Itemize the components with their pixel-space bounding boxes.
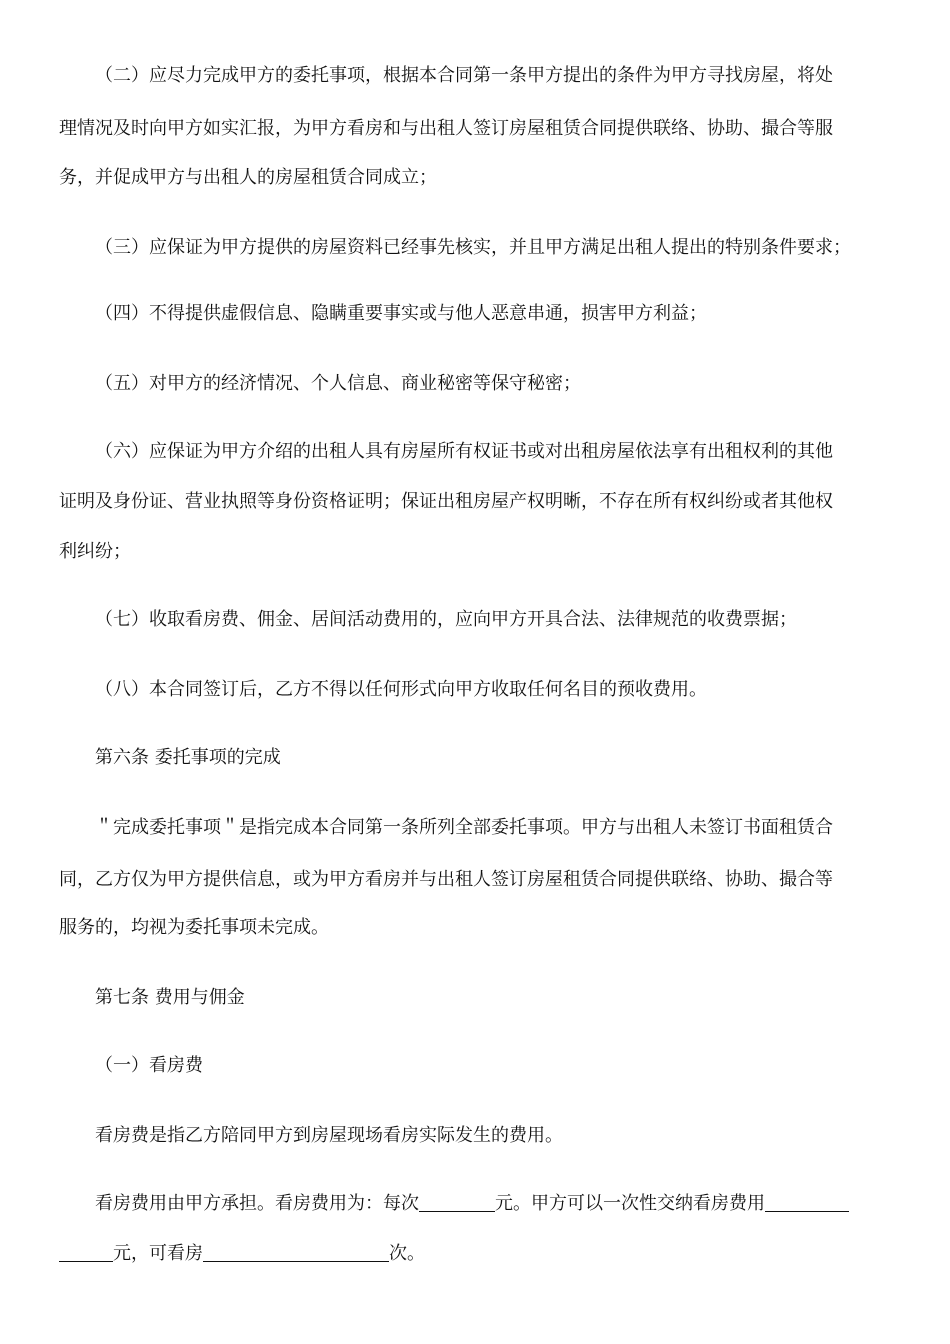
fee-per-visit-blank: [419, 1193, 495, 1212]
article-7-heading: 第七条 费用与佣金: [95, 987, 245, 1008]
lump-sum-fee-blank: [765, 1193, 849, 1212]
clause-4: （四）不得提供虚假信息、隐瞒重要事实或与他人恶意串通，损害甲方利益；: [95, 303, 707, 324]
text-segment: 次。: [389, 1243, 425, 1264]
clause-8: （八）本合同签订后，乙方不得以任何形式向甲方收取任何名目的预收费用。: [95, 679, 707, 700]
clause-2-line-3: 务，并促成甲方与出租人的房屋租赁合同成立；: [59, 167, 437, 188]
text-segment: 看房费用由甲方承担。看房费用为：每次: [95, 1193, 419, 1214]
clause-6-line-1: （六）应保证为甲方介绍的出租人具有房屋所有权证书或对出租房屋依法享有出租权利的其他: [95, 441, 833, 462]
clause-5: （五）对甲方的经济情况、个人信息、商业秘密等保守秘密；: [95, 373, 581, 394]
text-segment: 元。甲方可以一次性交纳看房费用: [495, 1193, 765, 1214]
article-7-paragraph-3: [59, 1242, 899, 1266]
clause-6-line-2: 证明及身份证、营业执照等身份资格证明；保证出租房屋产权明晰，不存在所有权纠纷或者其他权: [59, 491, 833, 512]
text-segment: 元，可看房: [113, 1243, 203, 1264]
clause-7: （七）收取看房费、佣金、居间活动费用的，应向甲方开具合法、法律规范的收费票据；: [95, 609, 797, 630]
clause-2-line-2: 理情况及时向甲方如实汇报，为甲方看房和与出租人签订房屋租赁合同提供联络、协助、撮合等服: [59, 118, 833, 139]
article-6-line-1: ＂完成委托事项＂是指完成本合同第一条所列全部委托事项。甲方与出租人未签订书面租赁合: [95, 817, 833, 838]
article-6-heading: 第六条 委托事项的完成: [95, 747, 281, 768]
clause-3: （三）应保证为甲方提供的房屋资料已经事先核实，并且甲方满足出租人提出的特别条件要求；: [95, 237, 851, 258]
clause-6-line-3: 利纠纷；: [59, 541, 131, 562]
article-6-line-3: 服务的，均视为委托事项未完成。: [59, 917, 329, 938]
lump-sum-fee-blank-cont: [59, 1243, 113, 1262]
visit-count-blank: [203, 1243, 389, 1262]
article-7-paragraph-2: [95, 1192, 935, 1216]
article-6-line-2: 同，乙方仅为甲方提供信息，或为甲方看房并与出租人签订房屋租赁合同提供联络、协助、撮合等: [59, 869, 833, 890]
clause-2-line-1: （二）应尽力完成甲方的委托事项，根据本合同第一条甲方提出的条件为甲方寻找房屋，将处: [95, 65, 833, 86]
article-7-subheading-1: （一）看房费: [95, 1055, 203, 1076]
article-7-paragraph-1: 看房费是指乙方陪同甲方到房屋现场看房实际发生的费用。: [95, 1125, 563, 1146]
